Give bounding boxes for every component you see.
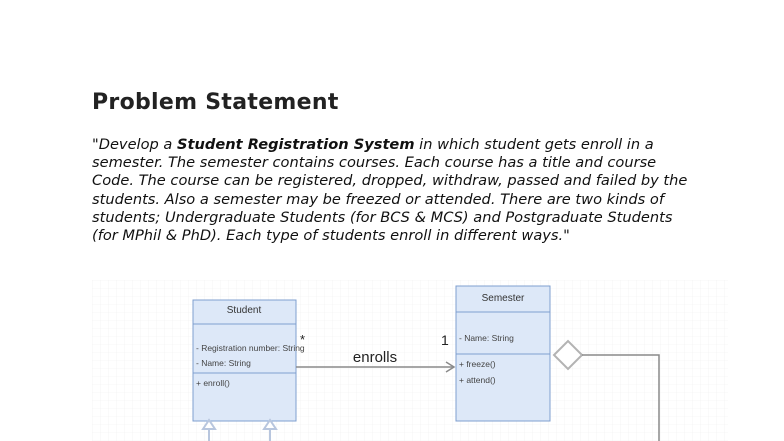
semester-method: + freeze() [459,359,496,369]
diagram-grid-background [92,280,728,441]
student-class-name: Student [226,305,262,316]
text-prefix: Develop a [98,136,178,153]
semester-multiplicity: 1 [441,332,449,348]
student-method: + enroll() [196,378,230,388]
semester-attribute: - Name: String [459,333,514,343]
system-name: Student Registration System [177,136,415,153]
semester-class [456,286,550,421]
uml-class-diagram [92,280,728,441]
student-multiplicity: * [300,332,306,347]
student-attribute: - Name: String [196,358,251,368]
problem-statement-text [92,136,702,245]
association-label: enrolls [352,349,398,366]
semester-method: + attend() [459,375,496,385]
student-attribute: - Registration number: String [196,343,305,353]
text-body: in which student gets enroll in a semester. The semester contains courses. Each course has a title and course Code. The course can be registered, dropped, withdraw, passed and failed by the students. Also a semester may be freezed or attended. There are two kinds of students; Undergraduate Students (for BCS & MCS) and Postgraduate Students (for MPhil & PhD). Each type of students enroll in different ways. [92,136,688,245]
student-class [193,300,305,421]
open-quote: " [92,136,99,153]
close-quote: " [563,227,570,245]
semester-class-name: Semester [481,293,525,304]
slide-title: Problem Statement [92,90,339,115]
